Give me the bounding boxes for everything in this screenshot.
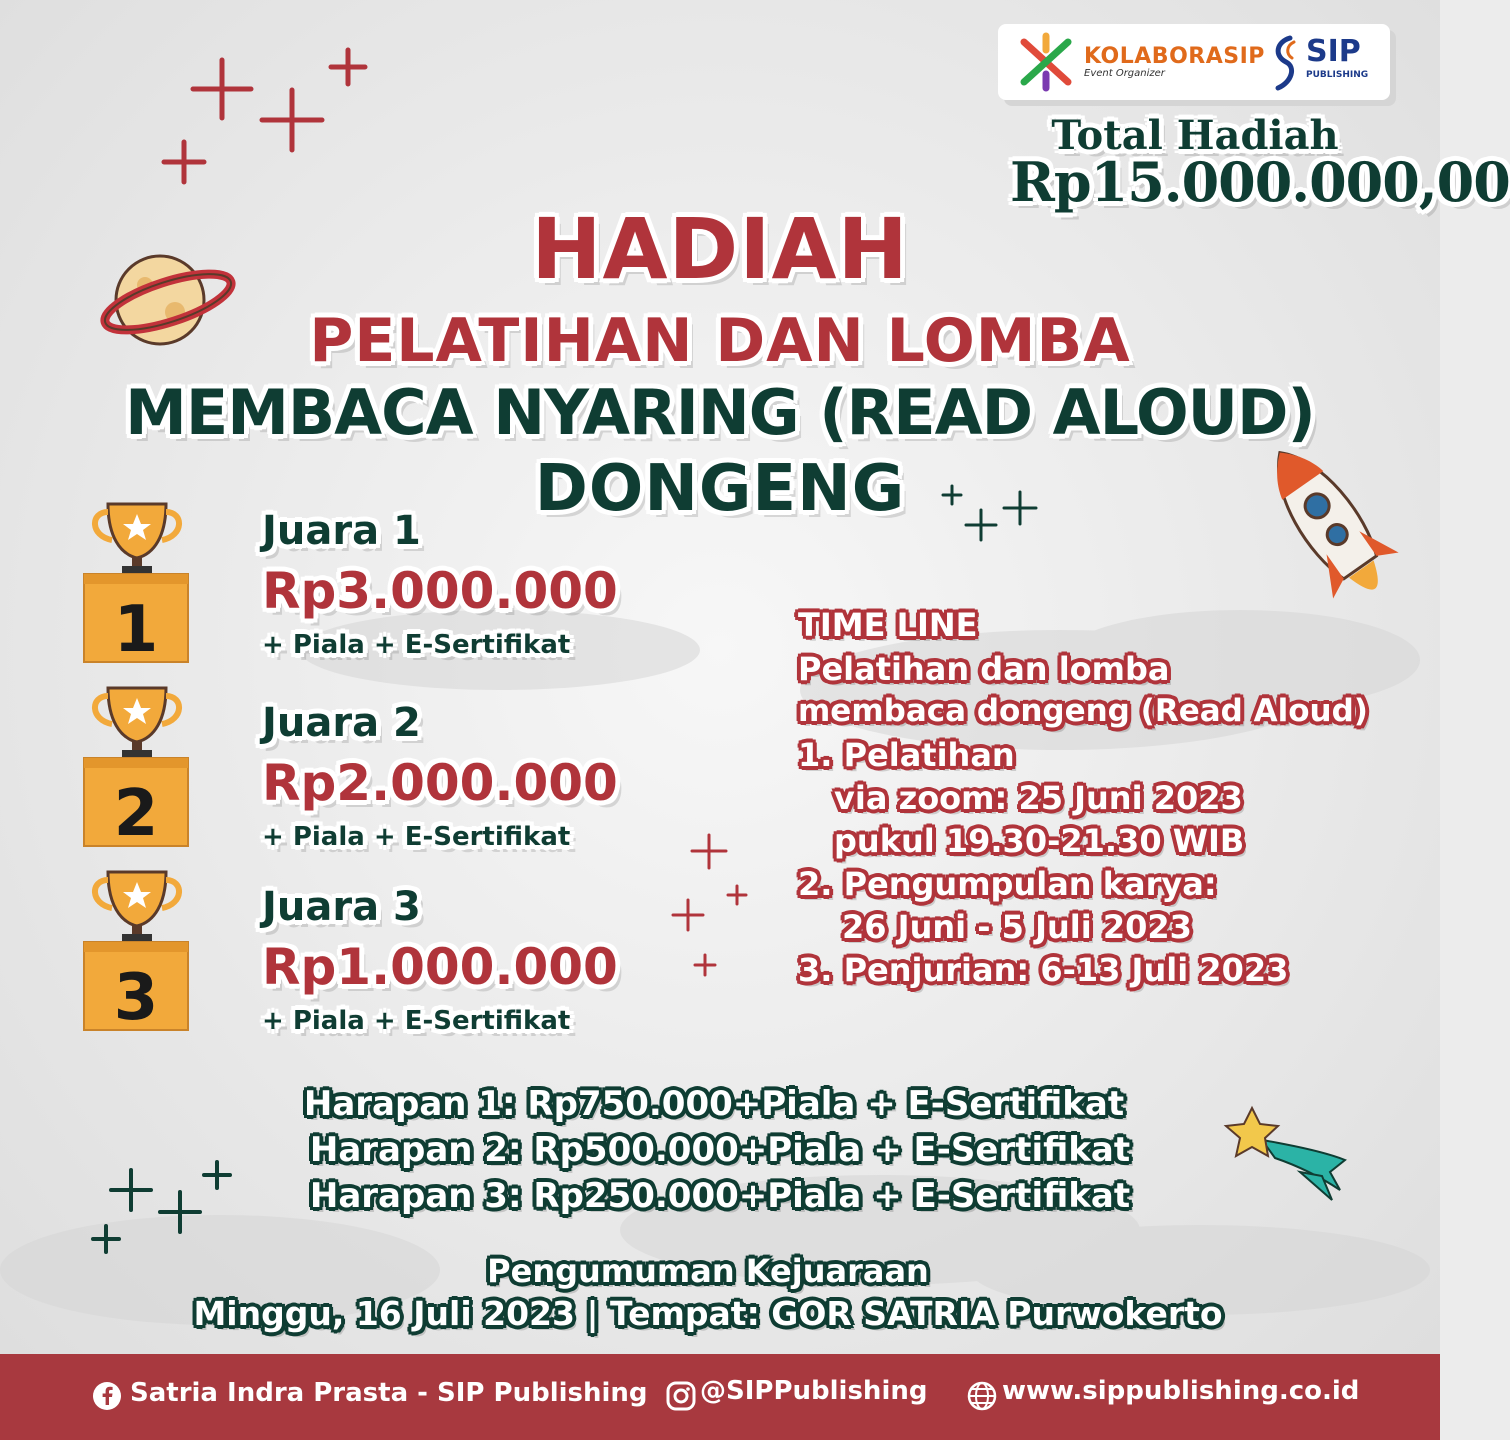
facebook-icon <box>92 1381 122 1411</box>
juara-2-extra: + Piala + E-Sertifikat <box>262 822 571 852</box>
kolaborasip-logo-icon <box>1014 32 1078 92</box>
juara-2-amount: Rp2.000.000 <box>262 754 618 812</box>
globe-icon <box>966 1380 998 1412</box>
juara-3-label: Juara 3 <box>262 884 421 930</box>
footer-website-link[interactable]: www.sippublishing.co.id <box>1002 1376 1360 1406</box>
timeline-line: via zoom: 25 Juni 2023 <box>834 779 1243 817</box>
juara-1-extra: + Piala + E-Sertifikat <box>262 630 571 660</box>
instagram-icon <box>666 1381 696 1411</box>
harapan-2: Harapan 2: Rp500.000+Piala + E-Sertifikat <box>309 1130 1131 1170</box>
timeline-title: TIME LINE <box>798 606 978 644</box>
timeline-line: Pelatihan dan lomba <box>798 650 1170 688</box>
sip-logo-icon <box>1268 34 1304 92</box>
trophy-podium-1-icon <box>80 496 195 666</box>
harapan-1: Harapan 1: Rp750.000+Piala + E-Sertifikat <box>303 1084 1125 1124</box>
heading-read-aloud-line: MEMBACA NYARING (READ ALOUD) <box>125 376 1315 449</box>
timeline-line: 2. Pengumpulan karya: <box>798 865 1217 903</box>
total-prize-label: Total Hadiah <box>1051 112 1339 159</box>
timeline-line: membaca dongeng (Read Aloud) <box>798 693 1368 729</box>
heading-dongeng: DONGENG <box>534 452 906 526</box>
podium-rank: 3 <box>113 961 159 1035</box>
announcement-detail: Minggu, 16 Juli 2023 | Tempat: GOR SATRIA Purwokerto <box>193 1294 1223 1333</box>
total-prize-value: Rp15.000.000,00 <box>1010 150 1510 214</box>
announcement-title: Pengumuman Kejuaraan <box>487 1252 929 1290</box>
podium-rank: 1 <box>113 593 159 667</box>
trophy-podium-3-icon <box>80 864 195 1034</box>
kolaborasip-logo-subtitle: Event Organizer <box>1084 68 1165 79</box>
timeline-line: 26 Juni - 5 Juli 2023 <box>842 908 1192 946</box>
juara-3-extra: + Piala + E-Sertifikat <box>262 1006 571 1036</box>
juara-3-amount: Rp1.000.000 <box>262 938 618 996</box>
footer-instagram-link[interactable]: @SIPPublishing <box>700 1376 928 1406</box>
sip-logo-text: SIP <box>1306 34 1361 69</box>
heading-hadiah: HADIAH <box>531 200 909 298</box>
podium-rank: 2 <box>113 777 159 851</box>
harapan-3: Harapan 3: Rp250.000+Piala + E-Sertifikat <box>309 1176 1131 1216</box>
sip-logo-subtitle: PUBLISHING <box>1306 70 1369 80</box>
kolaborasip-logo-text: KOLABORASIP <box>1084 44 1265 69</box>
juara-1-label: Juara 1 <box>262 508 421 554</box>
timeline-line: pukul 19.30-21.30 WIB <box>834 822 1245 860</box>
trophy-podium-2-icon <box>80 680 195 850</box>
footer-facebook-link[interactable]: Satria Indra Prasta - SIP Publishing <box>130 1378 648 1408</box>
timeline-line: 3. Penjurian: 6-13 Juli 2023 <box>798 951 1289 989</box>
juara-1-amount: Rp3.000.000 <box>262 562 618 620</box>
timeline-line: 1. Pelatihan <box>798 736 1015 774</box>
heading-event-line: PELATIHAN DAN LOMBA <box>309 306 1131 376</box>
juara-2-label: Juara 2 <box>262 700 421 746</box>
